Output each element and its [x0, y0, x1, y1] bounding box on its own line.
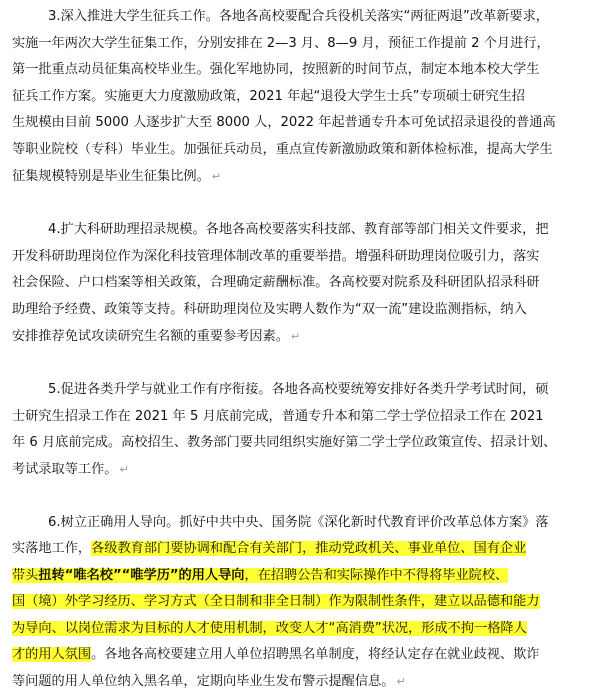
text-line: 6.树立正确用人导向。抓好中共中央、国务院《深化新时代教育评价改革总体方案》落: [48, 514, 549, 530]
highlighted-text: 才的用人氛围: [12, 647, 92, 663]
paragraph-mark-icon: ↵: [396, 675, 406, 689]
text-line: 第一批重点动员征集高校毕业生。强化军地协同，按照新的时间节点，制定本地本校大学生: [12, 62, 540, 78]
paragraph-5: [12, 377, 602, 483]
text-line: 考试录取等工作。: [12, 461, 118, 477]
paragraph-mark-icon: ↵: [211, 169, 222, 183]
text-line: 社会保险、户口档案等相关政策，合理确定薪酬标准。各高校要对院系及科研团队招录科研: [12, 275, 540, 291]
text-line: 开发科研助理岗位作为深化科技管理体制改革的重要举措。增强科研助理岗位吸引力，落实: [12, 248, 540, 264]
paragraph-3: [12, 4, 602, 190]
highlighted-text: 各级教育部门要协调和配合有关部门，推动党政机关、事业单位、国有企业: [91, 541, 527, 557]
text-line: 等问题的用人单位纳入黑名单，定期向毕业生发布警示提醒信息。: [12, 674, 395, 690]
highlighted-text: 为导向、以岗位需求为目标的人才使用机制，改变人才“高消费”状况，形成不拘一格降人: [12, 620, 527, 636]
text-line: 安排推荐免试攻读研究生名额的重要参考因素。: [12, 328, 289, 344]
text-line: 助理给予经费、政策等支持。科研助理岗位及实聘人数作为“双一流”建设监测指标，纳入: [12, 301, 527, 317]
text-line: 实落地工作，: [12, 541, 92, 557]
bold-highlighted-text: 扭转“唯名校”“唯学历”的用人导向: [38, 567, 245, 583]
text-line: 征兵工作方案。实施更大力度激励政策，2021 年起“退役大学生士兵”专项硕士研究生招: [12, 88, 525, 104]
text-line: 5.促进各类升学与就业工作有序衔接。各地各高校要统筹安排好各类升学考试时间，硕: [48, 382, 549, 398]
text-line: 实施一年两次大学生征集工作，分别安排在 2—3 月、8—9 月，预征工作提前 2 个月进行，: [12, 35, 550, 51]
highlighted-text: 带头: [12, 567, 39, 583]
paragraph-mark-icon: ↵: [290, 329, 301, 343]
text-line: 等职业院校（专科）毕业生。加强征兵动员，重点宣传新激励政策和新体检标准，提高大学生: [12, 141, 553, 157]
text-line: 3.深入推进大学生征兵工作。各地各高校要配合兵役机关落实“两征两退”改革新要求，: [48, 9, 549, 24]
paragraph-mark-icon: ↵: [119, 462, 129, 476]
text-line: 征集规模特别是毕业生征集比例。: [12, 168, 210, 184]
paragraph-6: [12, 510, 602, 696]
paragraph-4: [12, 217, 602, 350]
text-line: 生规模由目前 5000 人逐步扩大至 8000 人，2022 年起普通专升本可免试招录退役的普通高: [12, 115, 556, 131]
text-line: 4.扩大科研助理招录规模。各地各高校要落实科技部、教育部等部门相关文件要求，把: [48, 222, 549, 238]
text-line: 。各地各高校要建立用人单位招聘黑名单制度，将经认定存在就业歧视、欺诈: [91, 647, 540, 663]
text-line: 士研究生招录工作在 2021 年 5 月底前完成，普通专升本和第二学士学位招录工作在 2021: [12, 408, 544, 424]
text-line: 年 6 月底前完成。高校招生、教务部门要共同组织实施好第二学士学位政策宣传、招录计划、: [12, 435, 557, 451]
highlighted-text: ，在招聘公告和实际操作中不得将毕业院校、: [244, 567, 509, 583]
highlighted-text: 国（境）外学习经历、学习方式（全日制和非全日制）作为限制性条件，建立以品德和能力: [12, 594, 540, 610]
